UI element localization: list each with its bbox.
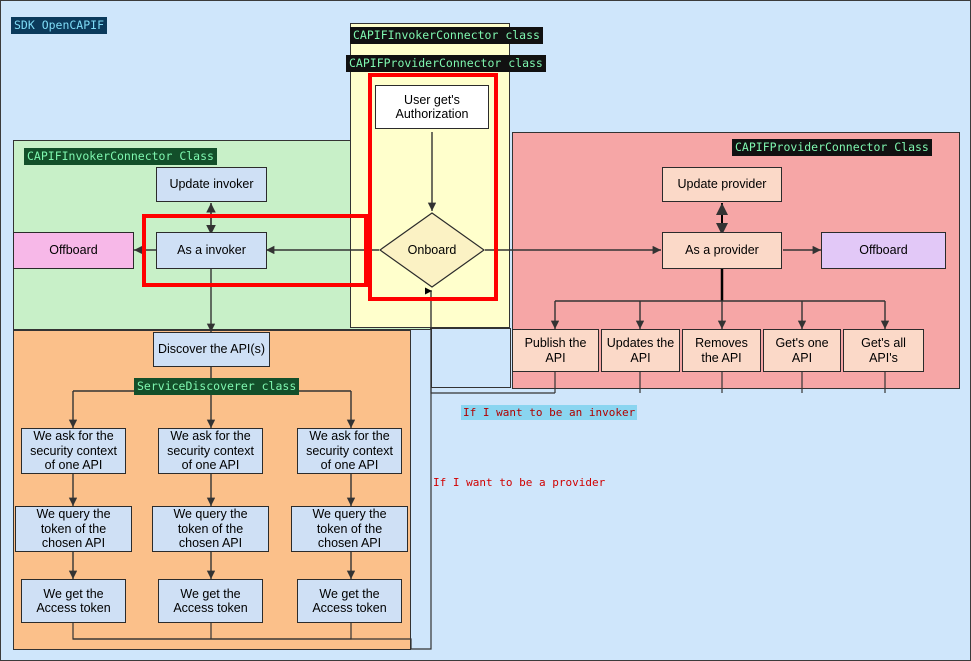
- node-as-a-provider[interactable]: [662, 232, 782, 269]
- center-lower-region: [431, 328, 511, 388]
- node-label: Discover the API(s): [158, 342, 265, 357]
- node-label: Onboard: [407, 243, 457, 257]
- center-invoker-connector-label: CAPIFInvokerConnector class: [350, 27, 543, 44]
- node-invoker-offboard[interactable]: [13, 232, 134, 269]
- node-update-invoker[interactable]: [156, 167, 267, 202]
- node-label: Update invoker: [169, 177, 254, 192]
- node-token-query-1[interactable]: [15, 506, 132, 552]
- node-update-provider[interactable]: [662, 167, 782, 202]
- node-label: As a provider: [685, 243, 759, 258]
- node-user-gets-authorization[interactable]: [375, 85, 489, 129]
- node-label: We ask for the security context of one API: [30, 429, 117, 473]
- legend-provider: If I want to be a provider: [433, 476, 606, 489]
- node-label: We query the token of the chosen API: [36, 507, 111, 551]
- diagram-title: SDK OpenCAPIF: [11, 17, 107, 34]
- node-removes-the-api[interactable]: [682, 329, 761, 372]
- node-gets-one-api[interactable]: [763, 329, 841, 372]
- invoker-panel-label: CAPIFInvokerConnector Class: [24, 148, 217, 165]
- node-discover-the-apis[interactable]: [153, 332, 270, 367]
- node-label: Publish the API: [524, 336, 587, 365]
- node-label: Get's one API: [775, 336, 829, 365]
- node-provider-offboard[interactable]: [821, 232, 946, 269]
- node-label: Offboard: [859, 243, 908, 258]
- node-label: We get the Access token: [312, 586, 387, 615]
- node-onboard[interactable]: [379, 212, 485, 288]
- node-label: As a invoker: [177, 243, 246, 258]
- node-updates-the-api[interactable]: [601, 329, 680, 372]
- node-label: We query the token of the chosen API: [312, 507, 387, 551]
- center-provider-connector-label: CAPIFProviderConnector class: [346, 55, 546, 72]
- node-label: User get's Authorization: [395, 92, 469, 121]
- node-as-a-invoker[interactable]: [156, 232, 267, 269]
- node-label: Get's all API's: [861, 336, 906, 365]
- node-access-token-2[interactable]: [158, 579, 263, 623]
- node-token-query-2[interactable]: [152, 506, 269, 552]
- node-access-token-1[interactable]: [21, 579, 126, 623]
- node-gets-all-apis[interactable]: [843, 329, 924, 372]
- node-label: Updates the API: [606, 336, 675, 365]
- node-security-context-1[interactable]: [21, 428, 126, 474]
- node-publish-the-api[interactable]: [512, 329, 599, 372]
- node-label: We ask for the security context of one API: [167, 429, 254, 473]
- provider-panel-label: CAPIFProviderConnector Class: [732, 139, 932, 156]
- node-token-query-3[interactable]: [291, 506, 408, 552]
- node-label: Offboard: [49, 243, 98, 258]
- service-discoverer-label: ServiceDiscoverer class: [134, 378, 299, 395]
- node-security-context-3[interactable]: [297, 428, 402, 474]
- node-label: We get the Access token: [173, 586, 248, 615]
- node-security-context-2[interactable]: [158, 428, 263, 474]
- node-label: Update provider: [677, 177, 767, 192]
- node-label: We get the Access token: [36, 586, 111, 615]
- node-label: Removes the API: [695, 336, 748, 365]
- node-label: We ask for the security context of one API: [306, 429, 393, 473]
- node-label: We query the token of the chosen API: [173, 507, 248, 551]
- node-access-token-3[interactable]: [297, 579, 402, 623]
- legend-invoker: If I want to be an invoker: [463, 406, 636, 419]
